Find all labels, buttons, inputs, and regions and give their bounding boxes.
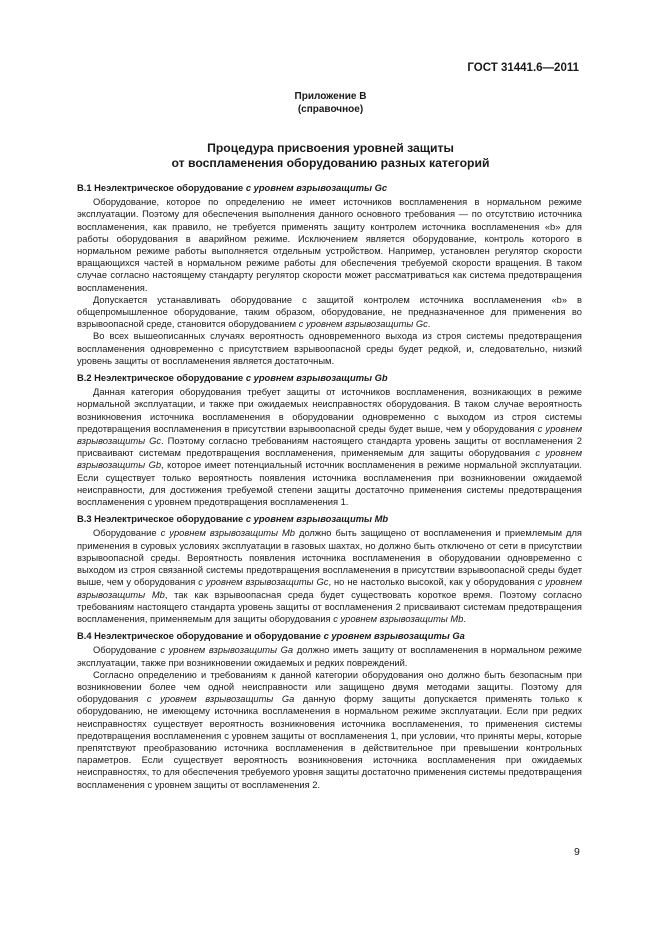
heading-text: В.1 Неэлектрическое оборудование bbox=[77, 183, 246, 193]
section-heading bbox=[77, 372, 582, 384]
text-run: . bbox=[427, 319, 431, 330]
standard-header: ГОСТ 31441.6—2011 bbox=[467, 62, 579, 74]
heading-text: В.4 Неэлектрическое оборудование и оборудование bbox=[77, 631, 324, 642]
text-run: Допускается устанавливать оборудование с защитой контролем источника воспламенения «b» в общепромышленное оборудование, таким образом, оборудование, не предназначенное для применения во взрывоопасной среде, становится оборудованием bbox=[77, 294, 582, 330]
section-heading bbox=[77, 630, 582, 642]
title-line-2: от воспламенения оборудованию разных категорий bbox=[171, 156, 490, 170]
section-heading bbox=[77, 182, 582, 194]
paragraph bbox=[77, 669, 582, 791]
appendix-heading bbox=[0, 90, 661, 116]
italic-run: с уровнем взрывозащиты Ga bbox=[146, 694, 295, 705]
heading-italic-text: с уровнем взрывозащиты Mb bbox=[245, 514, 389, 525]
section-heading bbox=[77, 513, 582, 525]
section-b2 bbox=[77, 372, 582, 508]
paragraph bbox=[77, 644, 582, 668]
page-title bbox=[0, 141, 661, 171]
text-run: , так как взрывоопасная среда будет существовать короткое время. Поэтому согласно требованиям настоящего стандарта уровень защиты от воспламенения 2 присваивают системам предотвращения воспламенения, применяемым для защиты оборудования bbox=[77, 589, 582, 624]
heading-text: В.2 Неэлектрическое оборудование bbox=[77, 373, 246, 384]
paragraph bbox=[77, 386, 582, 508]
italic-run: с уровнем взрывозащиты Ga bbox=[160, 645, 294, 656]
text-run: , но не настолько высокой, как у оборудования bbox=[328, 577, 538, 588]
text-run: Согласно определению и требованиям к данной категории оборудования оно должно быть безопасным при возникновении более чем одной неисправности или защищено двумя методами защиты. Поэтому для оборудования bbox=[77, 669, 582, 705]
text-run: , которое имеет потенциальный источник воспламенения в режиме нормальной эксплуатации. Если существует только вероятность появления источника воспламенения при возникновении ожидаемой неисправности, для достижения требуемой степени защиты достаточно применения системы предотвращения воспламенения с уровнем предотвращения воспламенения 1. bbox=[77, 460, 582, 508]
text-run: Данная категория оборудования требует защиты от источников воспламенения, возникающих в режиме нормальной эксплуатации, и также при ожидаемых неисправностях оборудования. В таком случае вероятность возникновения источника воспламенения в оборудовании одновременно с выходом из строя системы предотвращения воспламенения в присутствии взрывоопасной среды будет выше, чем у оборудования bbox=[77, 387, 582, 434]
page-number: 9 bbox=[574, 846, 580, 858]
italic-run: с уровнем взрывозащиты Gc bbox=[298, 319, 428, 330]
paragraph: Во всех вышеописанных случаях вероятность одновременного выхода из строя системы предотвращения воспламенения одновременно с присутствием взрывоопасной среды будет редкой, и, следовательно, низкий уровень защиты от воспламенения является достаточным. bbox=[77, 331, 582, 366]
appendix-note: (справочное) bbox=[297, 104, 364, 115]
heading-text: В.3 Неэлектрическое оборудование bbox=[77, 514, 246, 525]
italic-run: с уровнем взрывозащиты Mb bbox=[333, 613, 464, 624]
heading-italic-text: с уровнем взрывозащиты Gb bbox=[245, 373, 388, 384]
italic-run: с уровнем взрывозащиты Gc bbox=[77, 423, 582, 447]
section-b4 bbox=[77, 630, 582, 791]
appendix-label: Приложение В bbox=[294, 91, 367, 102]
paragraph: Оборудование, которое по определению не имеет источников воспламенения в нормальном режиме эксплуатации. Поэтому для обеспечения выполнения данного основного требования — по отсутствию источника воспламенения, как правило, не требуется применять защиту контролем источника воспламенения «b» для работы оборудования в аварийном режиме. Исключением является оборудование, контроль которого в нормальном режиме работы выполняется отдельным устройством. Например, установлен регулятор скорости вращающихся частей в нормальном режиме работы для обеспечения требуемой скорости вращения. В таком случае согласно настоящему стандарту регулятор скорости может рассматриваться как система предотвращения воспламенения. bbox=[77, 197, 582, 293]
section-b3 bbox=[77, 513, 582, 625]
italic-run: с уровнем взрывозащиты Mb bbox=[77, 577, 582, 600]
paragraph bbox=[77, 294, 582, 331]
document-body bbox=[77, 182, 582, 796]
italic-run: с уровнем взрывозащиты Mb bbox=[160, 528, 295, 539]
text-run: Оборудование bbox=[93, 645, 161, 656]
text-run: должно иметь защиту от воспламенения в нормальном режиме эксплуатации, также при возникновении ожидаемых и редких повреждений. bbox=[77, 645, 582, 668]
text-run: Оборудование bbox=[93, 528, 161, 539]
text-run: . bbox=[463, 613, 466, 624]
italic-run: с уровнем взрывозащиты Gc bbox=[198, 577, 329, 588]
heading-italic-text: с уровнем взрывозащиты Ga bbox=[323, 631, 465, 642]
paragraph bbox=[77, 527, 582, 625]
title-line-1: Процедура присвоения уровней защиты bbox=[207, 141, 454, 155]
text-run: данную форму защиты допускается применять только к оборудованию, не имеющему источника воспламенения в нормальном режиме эксплуатации. Если при редких неисправностях существует вероятность возникновения источника воспламенения, то применения системы предотвращения воспламенения с уровнем защиты от воспламенения 1, при условии, что приняты меры, которые препятствуют преобразованию источника воспламенения в действительное при превышении контрольных параметров. Если существует вероятность возникновения источника воспламенения при ожидаемых неисправностях, то для обеспечения требуемого уровня защиты достаточно применения системы предотвращения воспламенения с уровнем защиты от воспламенения 2. bbox=[77, 694, 582, 790]
italic-run: с уровнем взрывозащиты Gb bbox=[77, 448, 582, 471]
text-run: . Поэтому согласно требованиям настоящего стандарта уровень защиты от воспламенения 2 присваивают системам предотвращения воспламенения, применяемым для защиты оборудования bbox=[77, 436, 582, 459]
section-b1 bbox=[77, 182, 582, 367]
text-run: должно быть защищено от воспламенения и приемлемым для применения в суровых условиях эксплуатации в газовых шахтах, но должно быть отключено от сети в присутствии взрывоопасной среды. Вероятность появления источника воспламенения в оборудовании одновременно с выходом из строя связанной системы предотвращения воспламенения в присутствии взрывоопасной среды будет выше, чем у оборудования bbox=[77, 528, 582, 588]
heading-italic-text: с уровнем взрывозащиты Gc bbox=[245, 183, 388, 193]
